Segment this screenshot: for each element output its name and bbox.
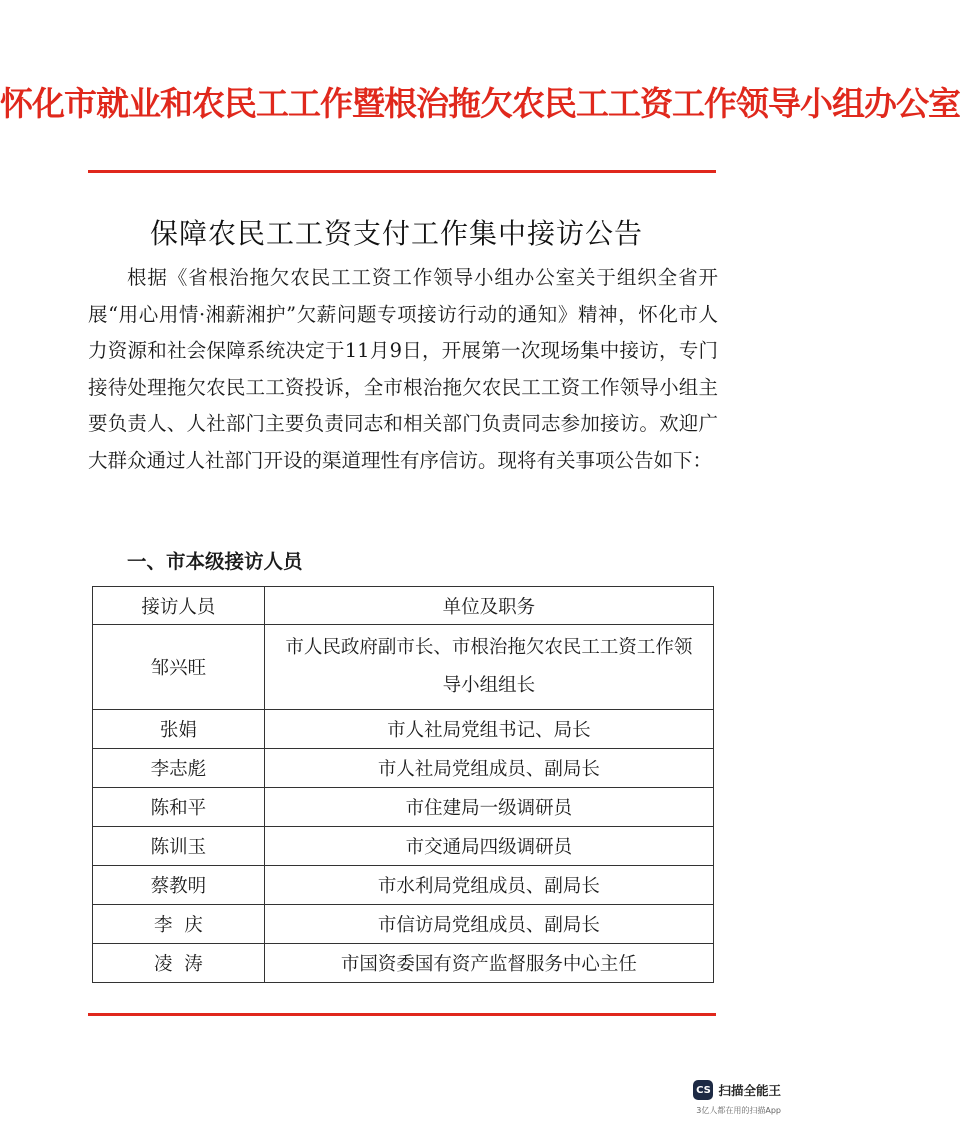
official-position: 市交通局四级调研员	[264, 827, 713, 866]
issuing-authority-title: 怀化市就业和农民工工作暨根治拖欠农民工工资工作领导小组办公室	[0, 84, 960, 123]
official-position: 市国资委国有资产监督服务中心主任	[264, 944, 713, 983]
official-name: 张娟	[93, 710, 265, 749]
table-row	[93, 625, 714, 710]
camscanner-icon: CS	[693, 1080, 713, 1100]
header-red-rule	[88, 170, 716, 173]
table-row	[93, 827, 714, 866]
official-name: 李志彪	[93, 749, 265, 788]
footer-red-rule	[88, 1013, 716, 1016]
watermark-app-name: 扫描全能王	[718, 1083, 781, 1098]
document-title: 保障农民工工资支付工作集中接访公告	[149, 217, 643, 250]
section-heading: 一、市本级接访人员	[127, 550, 303, 573]
table-row	[93, 866, 714, 905]
official-position: 市人社局党组书记、局长	[264, 710, 713, 749]
column-header-position: 单位及职务	[264, 587, 713, 625]
official-name: 陈和平	[93, 788, 265, 827]
watermark-tagline: 3亿人都在用的扫描App	[696, 1106, 781, 1115]
official-position: 市人民政府副市长、市根治拖欠农民工工资工作领导小组组长	[264, 625, 713, 710]
table-header-row	[93, 587, 714, 625]
table-row	[93, 749, 714, 788]
column-header-name: 接访人员	[93, 587, 265, 625]
official-position: 市水利局党组成员、副局长	[264, 866, 713, 905]
scanner-watermark	[693, 1080, 781, 1100]
table-row	[93, 788, 714, 827]
official-name: 邹兴旺	[93, 625, 265, 710]
official-name: 蔡教明	[93, 866, 265, 905]
table-row	[93, 905, 714, 944]
official-position: 市住建局一级调研员	[264, 788, 713, 827]
official-position: 市人社局党组成员、副局长	[264, 749, 713, 788]
official-name: 陈训玉	[93, 827, 265, 866]
official-position: 市信访局党组成员、副局长	[264, 905, 713, 944]
official-name: 李 庆	[93, 905, 265, 944]
table-row	[93, 710, 714, 749]
official-name: 凌 涛	[93, 944, 265, 983]
reception-officials-table	[92, 586, 714, 983]
announcement-body: 根据《省根治拖欠农民工工资工作领导小组办公室关于组织全省开展“用心用情·湘薪湘护”欠薪问题专项接访行动的通知》精神，怀化市人力资源和社会保障系统决定于11月9日，开展第一次现场集中接访，专门接待处理拖欠农民工工资投诉，全市根治拖欠农民工工资工作领导小组主要负责人、人社部门主要负责同志和相关部门负责同志参加接访。欢迎广大群众通过人社部门开设的渠道理性有序信访。现将有关事项公告如下：	[88, 266, 718, 472]
table-row	[93, 944, 714, 983]
